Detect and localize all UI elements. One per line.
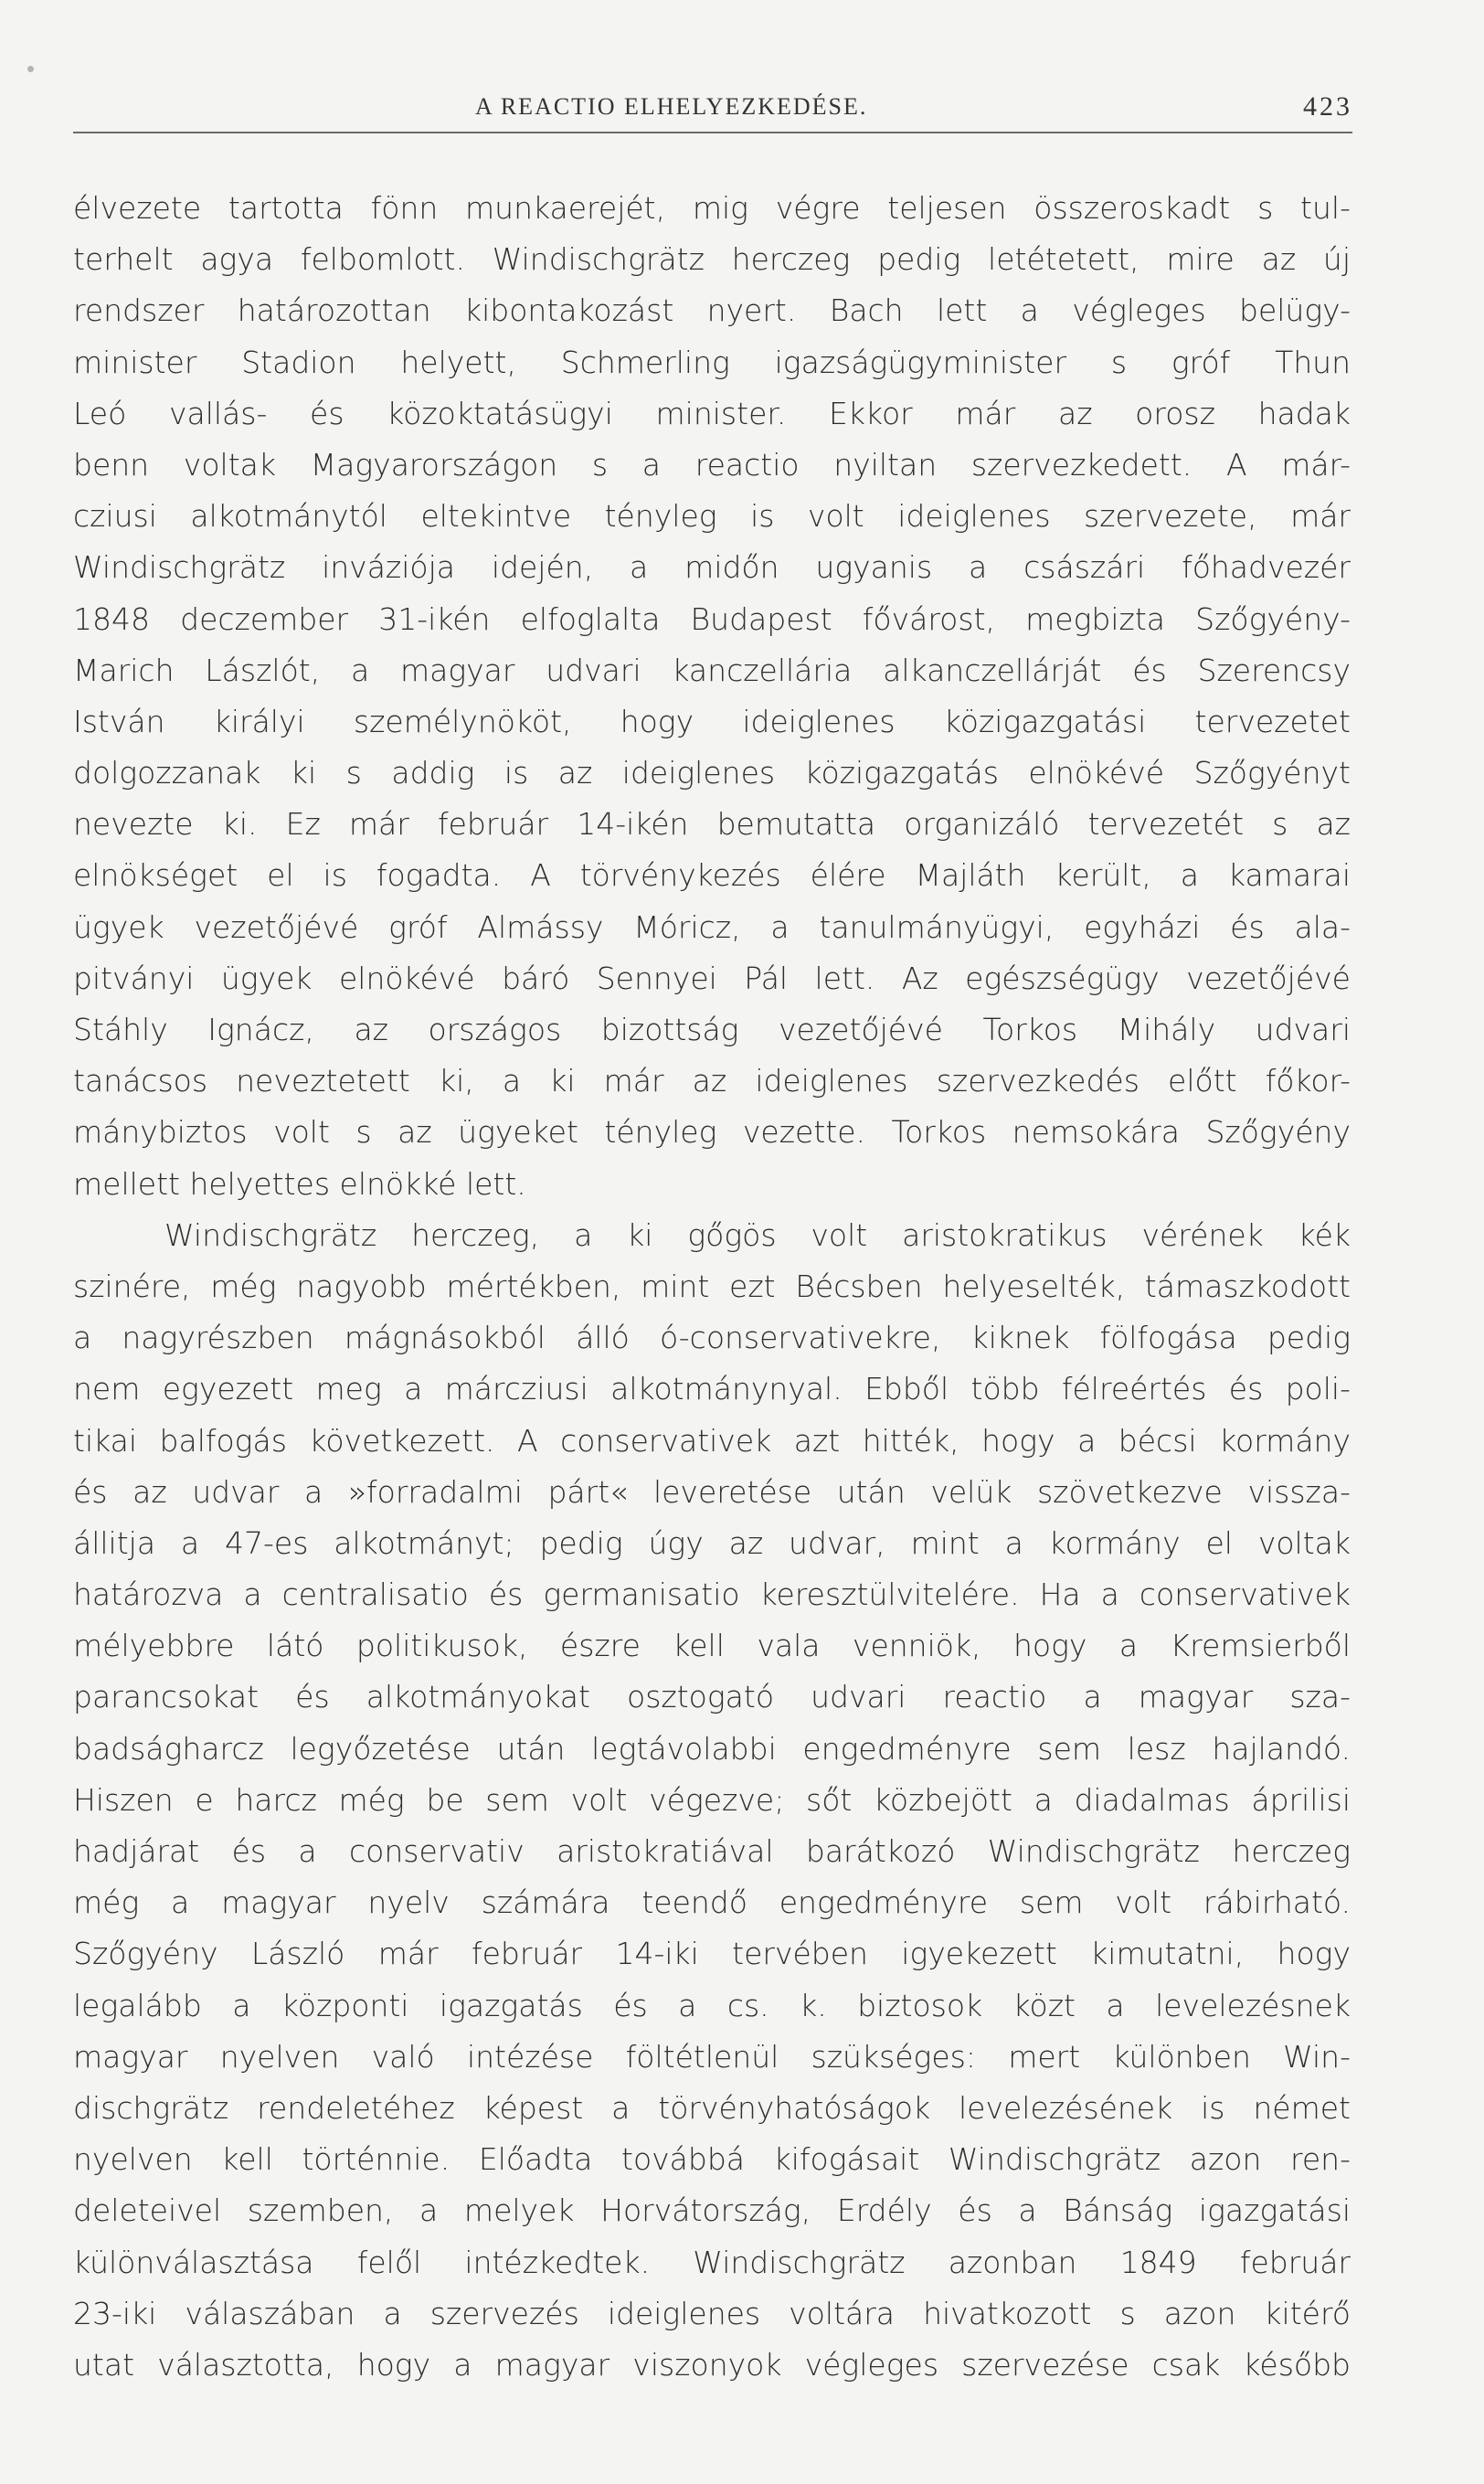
text-line: Stáhly Ignácz, az országos bizottság vezetőjévé Torkos Mihály udvari [73, 1012, 1351, 1047]
text-line: tanácsos neveztetett ki, a ki már az ideiglenes szervezkedés előtt főkor- [73, 1063, 1351, 1099]
text-line: benn voltak Magyarországon s a reactio nyiltan szervezkedett. A már- [73, 446, 1351, 483]
text-line: 1848 deczember 31-ikén elfoglalta Budapest fővárost, megbizta Szőgyény- [73, 600, 1351, 637]
text-line: nem egyezett meg a márcziusi alkotmánynyal. Ebből több félreértés és poli- [73, 1371, 1351, 1407]
text-line: hadjárat és a conservativ aristokratiával barátkozó Windischgrätz herczeg [73, 1833, 1351, 1869]
text-line: terhelt agya felbomlott. Windischgrätz herczeg pedig letétetett, mire az új [73, 241, 1351, 278]
text-line: határozva a centralisatio és germanisatio keresztülvitelére. Ha a conservativek [73, 1576, 1351, 1613]
text-line: még a magyar nyelv számára teendő engedményre sem volt rábirható. [73, 1884, 1351, 1921]
text-line: rendszer határozottan kibontakozást nyert. Bach lett a végleges belügy- [73, 292, 1351, 329]
text-line: nevezte ki. Ez már február 14-ikén bemutatta organizáló tervezetét s az [73, 806, 1351, 843]
text-line: dolgozzanak ki s addig is az ideiglenes közigazgatás elnökévé Szőgyényt [73, 755, 1351, 791]
text-line: minister Stadion helyett, Schmerling igazságügyminister s gróf Thun [73, 344, 1351, 380]
text-line: és az udvar a »forradalmi párt« leveretése után velük szövetkezve vissza- [73, 1473, 1351, 1510]
text-line: pitványi ügyek elnökévé báró Sennyei Pál lett. Az egészségügy vezetőjévé [73, 960, 1351, 996]
text-line: utat választotta, hogy a magyar viszonyok végleges szervezése csak később [73, 2346, 1351, 2383]
text-line: Marich Lászlót, a magyar udvari kanczellária alkanczellárját és Szerencsy [73, 652, 1351, 688]
running-title: A REACTIO ELHELYEZKEDÉSE. [475, 93, 868, 120]
scan-speck [27, 66, 34, 72]
text-line: állitja a 47-es alkotmányt; pedig úgy az udvar, mint a kormány el voltak [73, 1524, 1351, 1561]
text-line: nyelven kell történnie. Előadta továbbá kifogásait Windischgrätz azon ren- [73, 2141, 1351, 2178]
text-line: parancsokat és alkotmányokat osztogató udvari reactio a magyar sza- [73, 1679, 1351, 1715]
text-line: élvezete tartotta fönn munkaerejét, mig végre teljesen összeroskadt s tul- [73, 190, 1351, 226]
text-line: István királyi személynököt, hogy ideiglenes közigazgatási tervezetet [73, 703, 1351, 739]
text-line: elnökséget el is fogadta. A törvénykezés élére Majláth került, a kamarai [73, 857, 1351, 894]
text-line: Leó vallás- és közoktatásügyi minister. Ekkor már az orosz hadak [73, 395, 1351, 431]
text-line: ügyek vezetőjévé gróf Almássy Móricz, a tanulmányügyi, egyházi és ala- [73, 908, 1351, 945]
text-line: a nagyrészben mágnásokból álló ó-conservativekre, kiknek fölfogása pedig [73, 1320, 1351, 1356]
text-line: legalább a központi igazgatás és a cs. k. biztosok közt a levelezésnek [73, 1987, 1351, 2023]
text-line: cziusi alkotmánytól eltekintve tényleg is volt ideiglenes szervezete, már [73, 498, 1351, 535]
text-line: tikai balfogás következett. A conservativek azt hitték, hogy a bécsi kormány [73, 1422, 1351, 1459]
page-number: 423 [1303, 91, 1352, 122]
text-line: Hiszen e harcz még be sem volt végezve; sőt közbejött a diadalmas áprilisi [73, 1781, 1351, 1818]
running-header [73, 93, 1352, 130]
text-line: mánybiztos volt s az ügyeket tényleg vezette. Torkos nemsokára Szőgyény [73, 1114, 1351, 1151]
text-line: Windischgrätz inváziója idején, a midőn ugyanis a császári főhadvezér [73, 549, 1351, 586]
body-text [73, 183, 1351, 2391]
text-line: szinére, még nagyobb mértékben, mint ezt Bécsben helyeselték, támaszkodott [73, 1268, 1351, 1304]
text-line: dischgrätz rendeletéhez képest a törvényhatóságok levelezésének is német [73, 2089, 1351, 2126]
text-line: badságharcz legyőzetése után legtávolabbi engedményre sem lesz hajlandó. [73, 1730, 1351, 1767]
paragraph-end-line: mellett helyettes elnökké lett. [73, 1165, 526, 1202]
paragraph-start-line: Windischgrätz herczeg, a ki gőgös volt aristokratikus vérének kék [164, 1216, 1351, 1253]
text-line: deleteivel szemben, a melyek Horvátország, Erdély és a Bánság igazgatási [73, 2192, 1351, 2229]
text-line: különválasztása felől intézkedtek. Windischgrätz azonban 1849 február [73, 2244, 1351, 2280]
header-rule [73, 132, 1352, 133]
text-line: 23-iki válaszában a szervezés ideiglenes voltára hivatkozott s azon kitérő [73, 2295, 1351, 2331]
text-line: mélyebbre látó politikusok, észre kell vala venniök, hogy a Kremsierből [73, 1628, 1351, 1664]
text-line: magyar nyelven való intézése föltétlenül szükséges: mert különben Win- [73, 2038, 1351, 2075]
text-line: Szőgyény László már február 14-iki tervében igyekezett kimutatni, hogy [73, 1936, 1351, 1972]
